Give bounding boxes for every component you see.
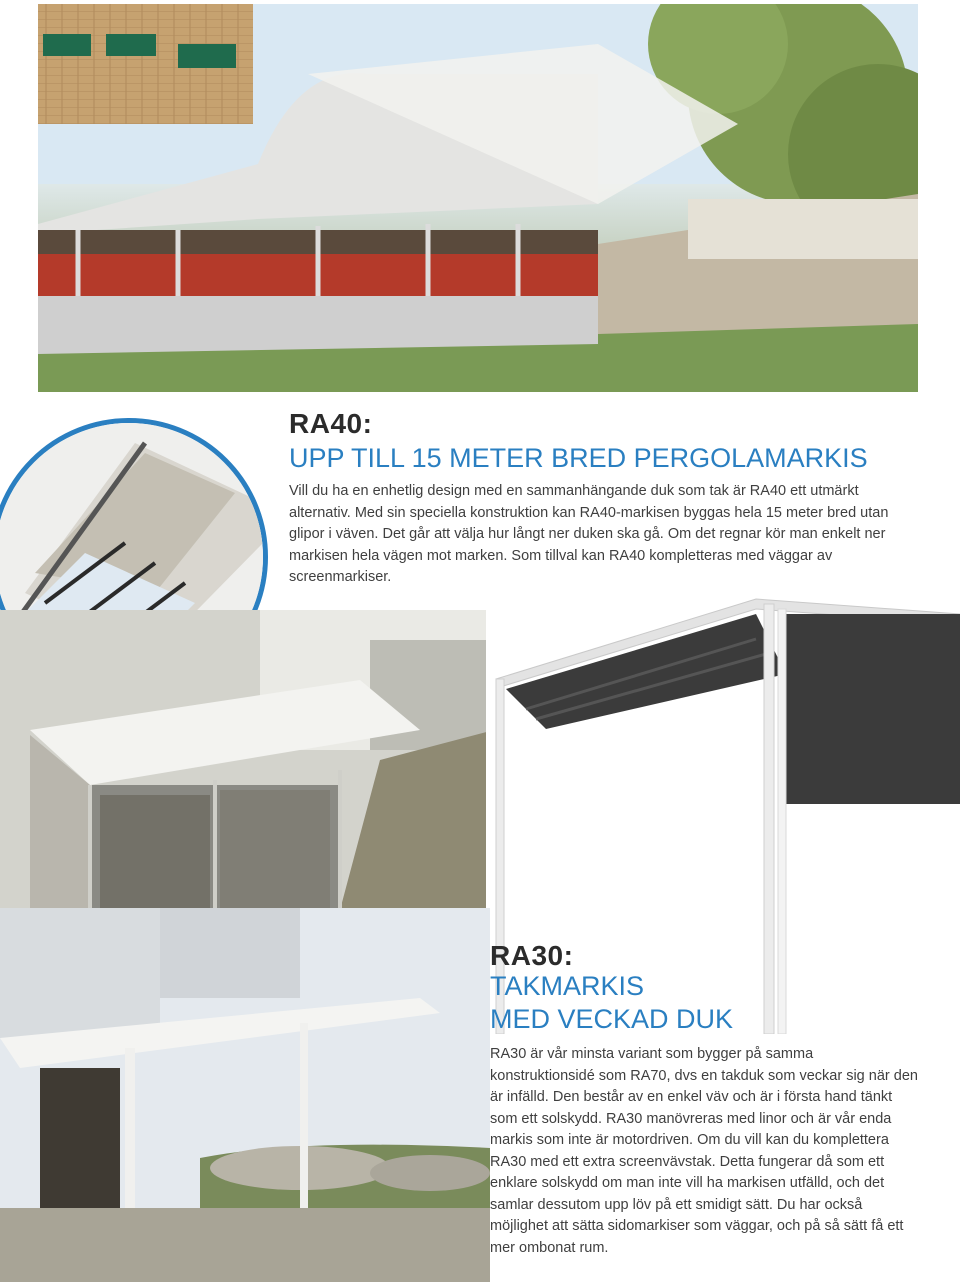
- hero-photo: [38, 4, 918, 392]
- ra30-subtitle-line2: MED VECKAD DUK: [490, 1004, 734, 1034]
- restaurant-pergola-illustration: [38, 4, 918, 392]
- ra30-subtitle-line1: TAKMARKIS: [490, 971, 645, 1001]
- ra40-title: RA40:: [289, 408, 373, 439]
- glass-room-illustration: [0, 610, 494, 910]
- terrace-illustration: [0, 908, 490, 1282]
- ra30-description: RA30 är vår minsta variant som bygger på samma konstruktionsidé som RA70, dvs en takduk som veckar sig när den är infälld. Den består av en enkel väv och är i första hand tänkt som ett solskydd. RA30 manövreras med linor och är vår enda markis som inte är motordriven. Om du vill kan du komplettera RA30 med ett extra screenvävstak. Detta fungerar då som ett enklare solskydd om man inte vill ha markisen utfälld, och det samlar dessutom upp löv på ett smidigt sätt. Du har också möjlighet att sätta sidomarkiser som väggar, och på så sätt få ett mer ombonat rum.: [490, 1046, 918, 1256]
- ra40-description: Vill du ha en enhetlig design med en sammanhängande duk som tak är RA40 ett utmärkt alternativ. Med sin speciella konstruktion kan RA40-markisen byggas hela 15 meter bred utan glipor i väven. Det går att välja hur långt ner duken ska gå. Om det regnar kör man enkelt ner markisen hela vägen mot marken. Som tillval kan RA40 kompletteras med väggar av screenmarkiser.: [289, 483, 889, 585]
- terrace-photo: [0, 908, 490, 1282]
- ra40-subtitle: UPP TILL 15 METER BRED PERGOLAMARKIS: [289, 443, 868, 473]
- glass-room-photo: [0, 610, 494, 910]
- ra30-title: RA30:: [490, 940, 574, 971]
